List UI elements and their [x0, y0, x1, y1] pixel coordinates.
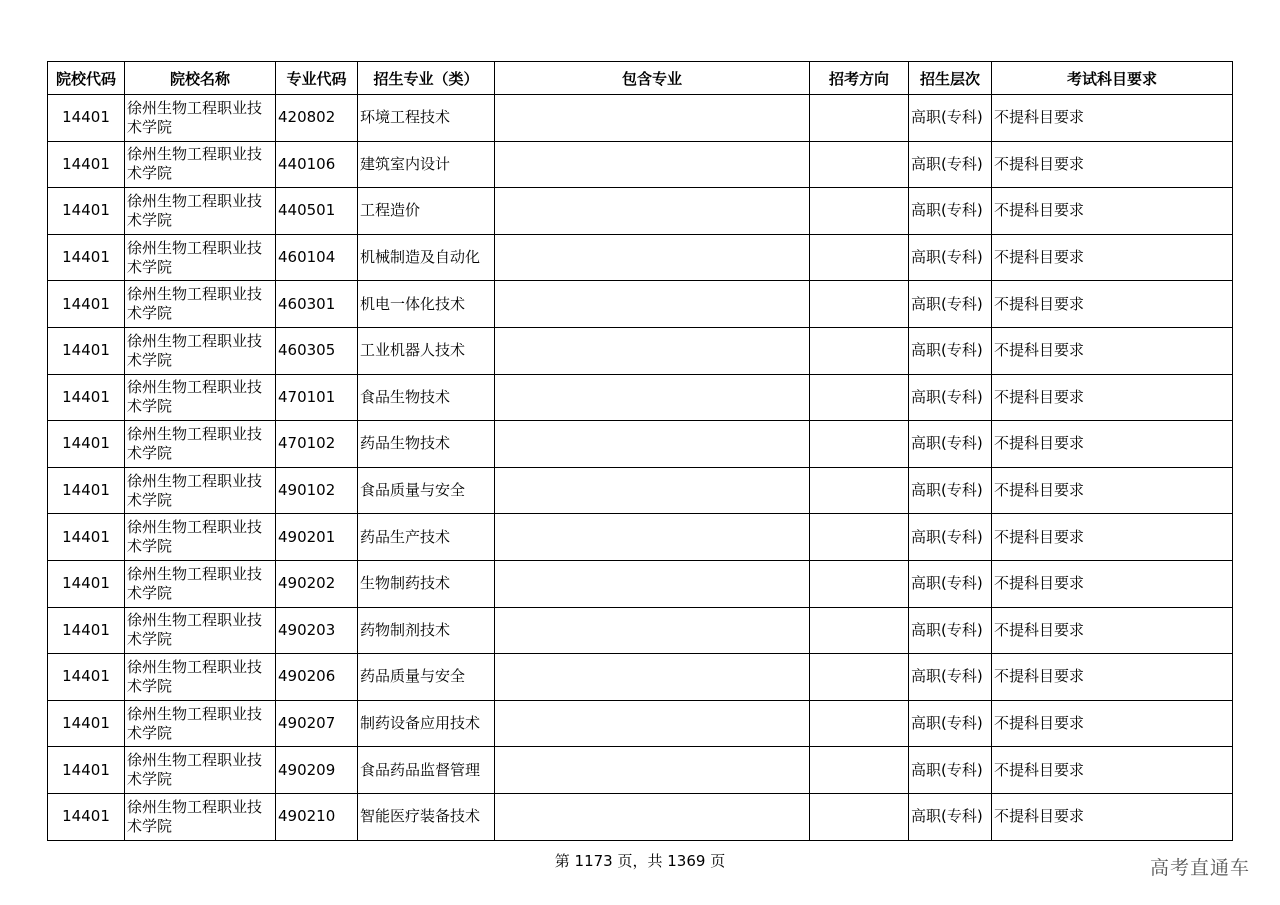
includes-cell	[495, 374, 810, 421]
school-name-cell: 徐州生物工程职业技术学院	[125, 141, 276, 188]
school-name-cell: 徐州生物工程职业技术学院	[125, 327, 276, 374]
major-code-cell: 460305	[276, 327, 358, 374]
table-row	[48, 374, 1233, 421]
table-row	[48, 793, 1233, 840]
includes-cell	[495, 560, 810, 607]
level-cell: 高职(专科)	[909, 747, 992, 794]
table-row	[48, 700, 1233, 747]
major-code-cell: 490207	[276, 700, 358, 747]
major-cell: 药物制剂技术	[358, 607, 495, 654]
school-code-cell: 14401	[48, 327, 125, 374]
table-row	[48, 421, 1233, 468]
school-name-cell: 徐州生物工程职业技术学院	[125, 607, 276, 654]
major-cell: 食品药品监督管理	[358, 747, 495, 794]
school-name-cell: 徐州生物工程职业技术学院	[125, 514, 276, 561]
level-cell: 高职(专科)	[909, 141, 992, 188]
level-cell: 高职(专科)	[909, 374, 992, 421]
major-cell: 工程造价	[358, 188, 495, 235]
includes-cell	[495, 793, 810, 840]
major-cell: 建筑室内设计	[358, 141, 495, 188]
direction-cell	[810, 327, 909, 374]
major-code-cell: 440501	[276, 188, 358, 235]
includes-cell	[495, 514, 810, 561]
direction-cell	[810, 234, 909, 281]
major-code-cell: 470102	[276, 421, 358, 468]
school-name-cell: 徐州生物工程职业技术学院	[125, 281, 276, 328]
includes-cell	[495, 607, 810, 654]
school-code-cell: 14401	[48, 747, 125, 794]
includes-cell	[495, 188, 810, 235]
direction-cell	[810, 560, 909, 607]
includes-cell	[495, 654, 810, 701]
major-code-cell: 420802	[276, 95, 358, 142]
table-row	[48, 234, 1233, 281]
major-cell: 药品生物技术	[358, 421, 495, 468]
requirement-cell: 不提科目要求	[992, 95, 1233, 142]
requirement-cell: 不提科目要求	[992, 700, 1233, 747]
major-cell: 食品生物技术	[358, 374, 495, 421]
level-cell: 高职(专科)	[909, 467, 992, 514]
table-body	[48, 95, 1233, 841]
includes-cell	[495, 700, 810, 747]
requirement-cell: 不提科目要求	[992, 560, 1233, 607]
major-code-cell: 490210	[276, 793, 358, 840]
includes-cell	[495, 327, 810, 374]
header-school-code: 院校代码	[48, 62, 125, 95]
header-major: 招生专业（类）	[358, 62, 495, 95]
direction-cell	[810, 793, 909, 840]
direction-cell	[810, 188, 909, 235]
major-cell: 制药设备应用技术	[358, 700, 495, 747]
requirement-cell: 不提科目要求	[992, 327, 1233, 374]
header-school-name: 院校名称	[125, 62, 276, 95]
school-name-cell: 徐州生物工程职业技术学院	[125, 234, 276, 281]
major-cell: 药品质量与安全	[358, 654, 495, 701]
table-row	[48, 141, 1233, 188]
school-name-cell: 徐州生物工程职业技术学院	[125, 188, 276, 235]
school-name-cell: 徐州生物工程职业技术学院	[125, 793, 276, 840]
school-code-cell: 14401	[48, 95, 125, 142]
major-code-cell: 490209	[276, 747, 358, 794]
header-row	[48, 62, 1233, 95]
school-code-cell: 14401	[48, 281, 125, 328]
level-cell: 高职(专科)	[909, 607, 992, 654]
requirement-cell: 不提科目要求	[992, 514, 1233, 561]
level-cell: 高职(专科)	[909, 95, 992, 142]
table-row	[48, 188, 1233, 235]
major-code-cell: 470101	[276, 374, 358, 421]
school-code-cell: 14401	[48, 234, 125, 281]
table-row	[48, 560, 1233, 607]
school-name-cell: 徐州生物工程职业技术学院	[125, 421, 276, 468]
school-code-cell: 14401	[48, 700, 125, 747]
requirement-cell: 不提科目要求	[992, 747, 1233, 794]
admissions-table	[47, 61, 1233, 841]
major-cell: 生物制药技术	[358, 560, 495, 607]
major-cell: 工业机器人技术	[358, 327, 495, 374]
watermark: 高考直通车	[1149, 857, 1250, 879]
level-cell: 高职(专科)	[909, 560, 992, 607]
school-name-cell: 徐州生物工程职业技术学院	[125, 560, 276, 607]
table-row	[48, 281, 1233, 328]
school-code-cell: 14401	[48, 607, 125, 654]
school-code-cell: 14401	[48, 188, 125, 235]
school-code-cell: 14401	[48, 421, 125, 468]
requirement-cell: 不提科目要求	[992, 793, 1233, 840]
table-row	[48, 327, 1233, 374]
school-code-cell: 14401	[48, 514, 125, 561]
major-cell: 食品质量与安全	[358, 467, 495, 514]
requirement-cell: 不提科目要求	[992, 654, 1233, 701]
school-name-cell: 徐州生物工程职业技术学院	[125, 467, 276, 514]
table-row	[48, 514, 1233, 561]
requirement-cell: 不提科目要求	[992, 281, 1233, 328]
school-code-cell: 14401	[48, 560, 125, 607]
direction-cell	[810, 607, 909, 654]
header-major-code: 专业代码	[276, 62, 358, 95]
school-name-cell: 徐州生物工程职业技术学院	[125, 747, 276, 794]
major-code-cell: 490203	[276, 607, 358, 654]
header-direction: 招考方向	[810, 62, 909, 95]
major-cell: 智能医疗装备技术	[358, 793, 495, 840]
direction-cell	[810, 95, 909, 142]
direction-cell	[810, 141, 909, 188]
school-code-cell: 14401	[48, 793, 125, 840]
includes-cell	[495, 234, 810, 281]
requirement-cell: 不提科目要求	[992, 188, 1233, 235]
major-cell: 机械制造及自动化	[358, 234, 495, 281]
direction-cell	[810, 281, 909, 328]
major-code-cell: 460104	[276, 234, 358, 281]
direction-cell	[810, 374, 909, 421]
level-cell: 高职(专科)	[909, 421, 992, 468]
major-code-cell: 490102	[276, 467, 358, 514]
table-row	[48, 654, 1233, 701]
school-code-cell: 14401	[48, 374, 125, 421]
major-code-cell: 440106	[276, 141, 358, 188]
page-number: 第 1173 页，共 1369 页	[554, 852, 726, 870]
level-cell: 高职(专科)	[909, 234, 992, 281]
requirement-cell: 不提科目要求	[992, 141, 1233, 188]
direction-cell	[810, 514, 909, 561]
major-cell: 机电一体化技术	[358, 281, 495, 328]
requirement-cell: 不提科目要求	[992, 234, 1233, 281]
table-row	[48, 747, 1233, 794]
includes-cell	[495, 747, 810, 794]
table-row	[48, 467, 1233, 514]
direction-cell	[810, 421, 909, 468]
direction-cell	[810, 747, 909, 794]
level-cell: 高职(专科)	[909, 514, 992, 561]
header-level: 招生层次	[909, 62, 992, 95]
includes-cell	[495, 95, 810, 142]
includes-cell	[495, 281, 810, 328]
level-cell: 高职(专科)	[909, 188, 992, 235]
school-name-cell: 徐州生物工程职业技术学院	[125, 654, 276, 701]
level-cell: 高职(专科)	[909, 793, 992, 840]
header-includes: 包含专业	[495, 62, 810, 95]
school-name-cell: 徐州生物工程职业技术学院	[125, 700, 276, 747]
includes-cell	[495, 421, 810, 468]
direction-cell	[810, 654, 909, 701]
requirement-cell: 不提科目要求	[992, 421, 1233, 468]
major-code-cell: 490201	[276, 514, 358, 561]
level-cell: 高职(专科)	[909, 327, 992, 374]
major-cell: 环境工程技术	[358, 95, 495, 142]
school-code-cell: 14401	[48, 467, 125, 514]
major-code-cell: 460301	[276, 281, 358, 328]
school-code-cell: 14401	[48, 654, 125, 701]
direction-cell	[810, 467, 909, 514]
includes-cell	[495, 467, 810, 514]
major-code-cell: 490202	[276, 560, 358, 607]
school-name-cell: 徐州生物工程职业技术学院	[125, 374, 276, 421]
requirement-cell: 不提科目要求	[992, 607, 1233, 654]
level-cell: 高职(专科)	[909, 654, 992, 701]
includes-cell	[495, 141, 810, 188]
table-row	[48, 607, 1233, 654]
requirement-cell: 不提科目要求	[992, 467, 1233, 514]
requirement-cell: 不提科目要求	[992, 374, 1233, 421]
school-code-cell: 14401	[48, 141, 125, 188]
table-row	[48, 95, 1233, 142]
header-requirement: 考试科目要求	[992, 62, 1233, 95]
school-name-cell: 徐州生物工程职业技术学院	[125, 95, 276, 142]
direction-cell	[810, 700, 909, 747]
level-cell: 高职(专科)	[909, 700, 992, 747]
major-code-cell: 490206	[276, 654, 358, 701]
level-cell: 高职(专科)	[909, 281, 992, 328]
major-cell: 药品生产技术	[358, 514, 495, 561]
